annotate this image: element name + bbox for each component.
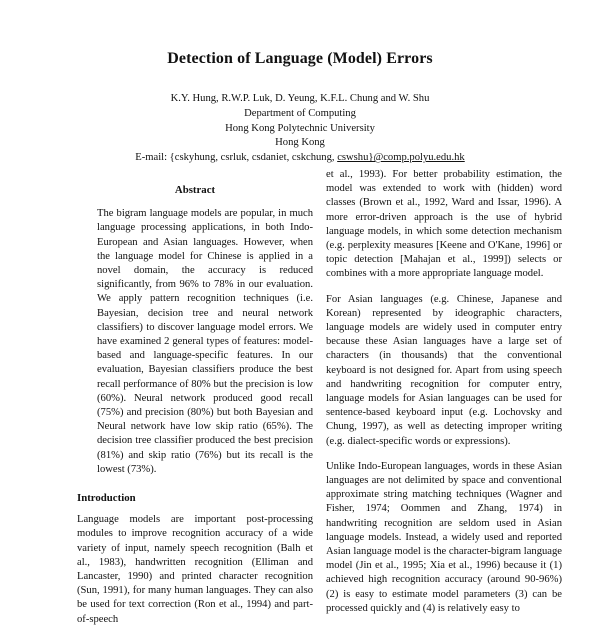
right-paragraph-3: Unlike Indo-European languages, words in these Asian languages are not delimited by space and conventional approximate string matching techniques (Wagner and Fisher, 1974; Oommen and Zhang, 1974) in handwriting recognition are seldom used in Asian language models. Instead, a widely used and reported Asian language model is the character-bigram language model (Jin et al., 1995; Xia et al., 1996) because it (1) achieved high recognition accuracy (around 90-96%) (2) is easy to estimate model parameters (3) can be processed quickly and (4) is relatively easy to bbox=[326, 460, 562, 614]
introduction-text: Language models are important post-processing modules to improve recognition accuracy of a wide variety of input, namely speech recognition (Balh et al., 1983), handwritten recognition (Elliman and Lancaster, 1990) and printed character recognition (Sun, 1991), for many human languages. They can also be used for text correction (Ron et al., 1994) and part-of-speech bbox=[77, 514, 313, 625]
right-paragraph-2: For Asian languages (e.g. Chinese, Japanese and Korean) represented by ideographic characters, language models are widely used in computer entry because these Asian languages have a large set of characters (in thousands) that the conventional keyboard is not designed for. Apart from using speech and handwriting recognition for computer entry, language models for Asian languages can be used for sentence-based keyboard input (e.g. Lochovsky and Chung, 1997), as well as detecting improper writing (e.g. dialect-specific words or expressions). bbox=[326, 293, 562, 447]
university-line: Hong Kong Polytechnic University bbox=[225, 122, 375, 134]
authors-line: K.Y. Hung, R.W.P. Luk, D. Yeung, K.F.L. Chung and W. Shu bbox=[170, 93, 430, 104]
abstract-text: The bigram language models are popular, in much language processing applications, in both Indo-European and Asian languages. However, when the language model for Chinese is applied in a novel domain, the accuracy is reduced significantly, from 96% to 78% in our evaluation. We apply pattern recognition techniques (i.e. Bayesian, decision tree and neural network classifiers) to discover language model errors. We have examined 2 general types of features: model-based and language-specific features. In our evaluation, Bayesian classifiers produce the best recall performance of 80% but the precision is low (60%). Neural network produced good recall (75%) and precision (80%) but both Bayesian and Neural network have low skip ratio (65%). The decision tree classifier produced the best precision (81%) and skip ratio (76%) but its recall is the lowest (73%). bbox=[97, 208, 313, 475]
email-link[interactable]: cswshu}@comp.polyu.edu.hk bbox=[337, 152, 465, 164]
introduction-heading: Introduction bbox=[77, 492, 136, 505]
author-block bbox=[0, 92, 600, 166]
abstract-heading: Abstract bbox=[174, 184, 216, 196]
email-line bbox=[0, 151, 600, 166]
paper-title: Detection of Language (Model) Errors bbox=[167, 50, 433, 67]
left-column bbox=[77, 183, 313, 627]
email-prefix: E-mail: {cskyhung, csrluk, csdaniet, cskchung, bbox=[135, 152, 338, 164]
department-line: Department of Computing bbox=[244, 107, 356, 119]
right-column bbox=[326, 168, 562, 616]
location-line: Hong Kong bbox=[275, 137, 325, 149]
right-paragraph-1: et al., 1993). For better probability estimation, the model was extended to work with (hidden) word classes (Brown et al., 1992, Ward and Issar, 1996). A more error-driven approach is the use of hybrid language models, in which some detection mechanism (e.g. perplexity measures [Keene and O'Kane, 1996] or topic detection [Mahajan et al., 1999]) selects or combines with a more appropriate language model. bbox=[326, 169, 562, 280]
